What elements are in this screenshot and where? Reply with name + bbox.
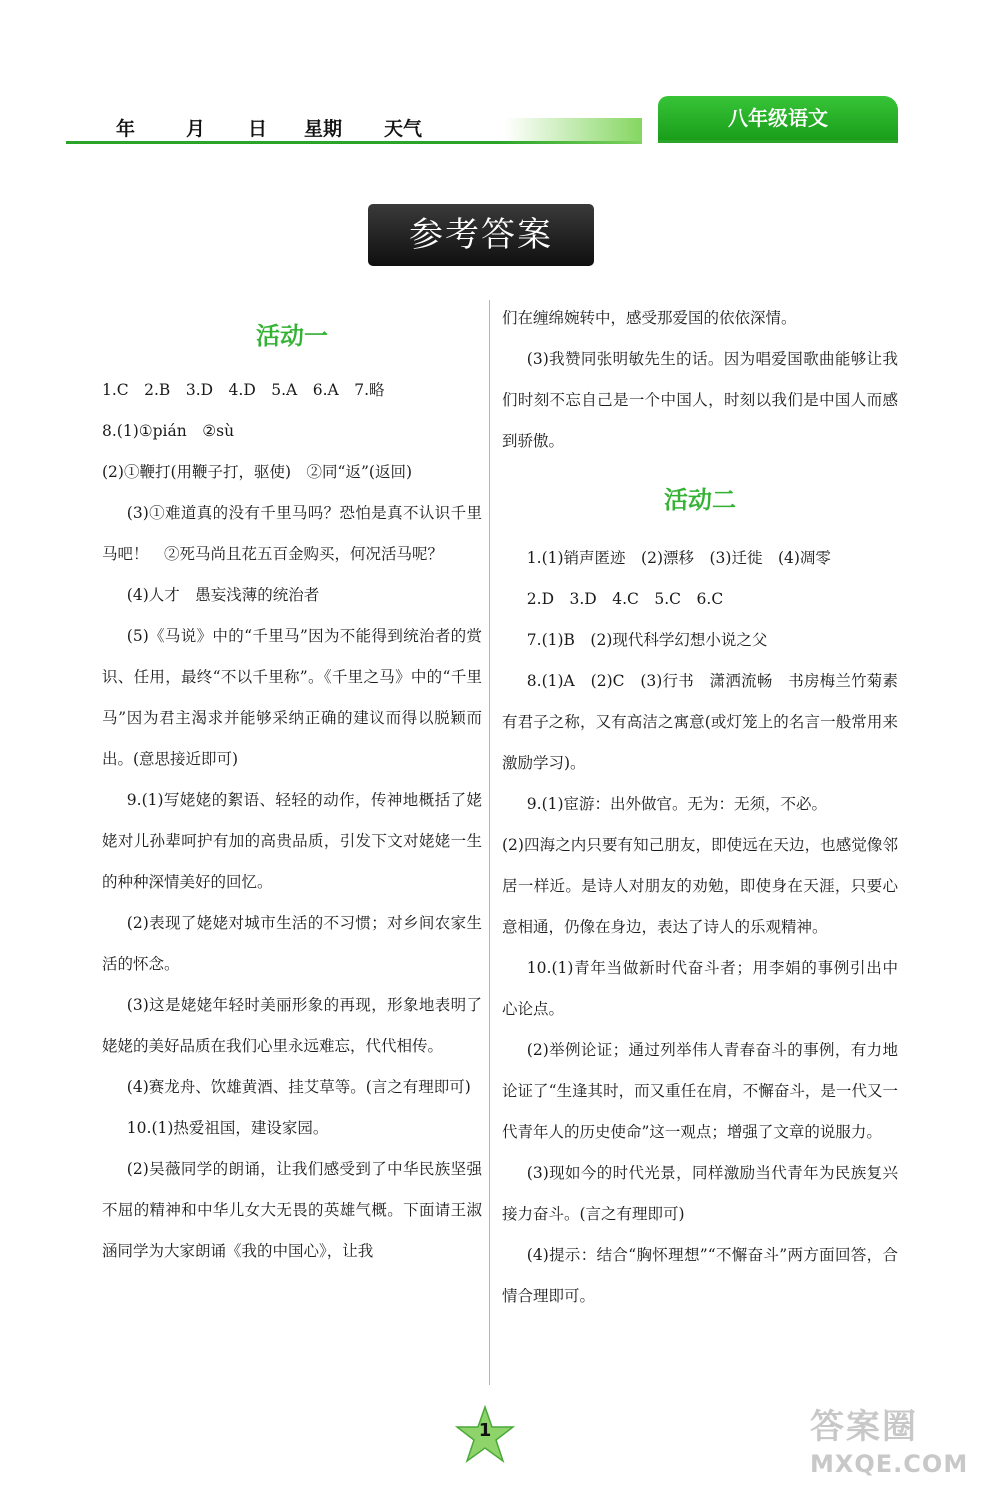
watermark (810, 1405, 995, 1485)
answer-paragraph: (4)赛龙舟、饮雄黄酒、挂艾草等。(言之有理即可) (126, 1078, 471, 1096)
answer-paragraph: (3)现如今的时代光景，同样激励当代青年为民族复兴接力奋斗。(言之有理即可) (502, 1164, 898, 1223)
subject-tab: 八年级语文 (658, 96, 898, 140)
answer-paragraph: 1.(1)销声匿迹 (2)漂移 (3)迁徙 (4)凋零 (526, 549, 831, 567)
answer-paragraph: (4)提示：结合“胸怀理想”“不懈奋斗”两方面回答，合情合理即可。 (502, 1246, 898, 1305)
answer-paragraph: 7.(1)B (2)现代科学幻想小说之父 (526, 631, 768, 649)
answer-paragraph: 9.(1)写姥姥的絮语、轻轻的动作，传神地概括了姥姥对儿孙辈呵护有加的高贵品质，引发下文对姥姥一生的种种深情美好的回忆。 (102, 791, 482, 891)
answer-paragraph: (2)举例论证；通过列举伟人青春奋斗的事例，有力地论证了“生逢其时，而又重任在肩，不懈奋斗，是一代又一代青年人的历史使命”这一观点；增强了文章的说服力。 (502, 1041, 898, 1141)
answer-paragraph: (2)四海之内只要有知己朋友，即使远在天边，也感觉像邻居一样近。是诗人对朋友的劝勉，即使身在天涯，只要心意相通，仍像在身边，表达了诗人的乐观精神。 (502, 836, 898, 936)
answer-paragraph: 1.C 2.B 3.D 4.D 5.A 6.A 7.略 (102, 381, 385, 399)
answer-paragraph: 10.(1)热爱祖国，建设家园。 (126, 1119, 329, 1137)
date-weekday: 星期 (304, 118, 343, 140)
date-month: 月 (186, 118, 206, 140)
answer-paragraph: (2)吴薇同学的朗诵，让我们感受到了中华民族坚强不屈的精神和中华儿女大无畏的英雄气概。下面请王淑涵同学为大家朗诵《我的中国心》，让我 (102, 1160, 482, 1260)
left-column (102, 300, 482, 1272)
answer-paragraph: (3)这是姥姥年轻时美丽形象的再现，形象地表明了姥姥的美好品质在我们心里永远难忘，代代相传。 (102, 996, 482, 1055)
answer-paragraph: (3)①难道真的没有千里马吗？恐怕是真不认识千里马吧！ ②死马尚且花五百金购买，何况活马呢？ (102, 504, 482, 563)
page-number: 1 (478, 1420, 492, 1441)
date-fields (116, 114, 444, 144)
answer-paragraph: (2)表现了姥姥对城市生活的不习惯；对乡间农家生活的怀念。 (102, 914, 482, 973)
answer-paragraph: (5)《马说》中的“千里马”因为不能得到统治者的赏识、任用，最终“不以千里称”。《千里之马》中的“千里马”因为君主渴求并能够采纳正确的建议而得以脱颖而出。(意思接近即可) (102, 627, 482, 768)
subject-tab-base (658, 140, 898, 143)
date-year: 年 (116, 118, 136, 140)
watermark-logo-text: 答案圈 (810, 1407, 918, 1447)
answer-paragraph: 们在缠绵婉转中，感受那爱国的依依深情。 (502, 309, 797, 327)
section-title-activity-2: 活动二 (664, 486, 736, 514)
answer-paragraph: 8.(1)①pián ②sù (102, 422, 235, 440)
header-gradient (505, 118, 642, 141)
answer-paragraph: (3)我赞同张明敏先生的话。因为唱爱国歌曲能够让我们时刻不忘自己是一个中国人，时刻以我们是中国人而感到骄傲。 (502, 350, 898, 450)
page-title: 参考答案 (368, 204, 594, 266)
right-top-paragraphs (502, 298, 898, 462)
right-paragraphs (502, 538, 898, 1317)
right-column (502, 298, 898, 1317)
date-weather: 天气 (384, 118, 423, 140)
header-underline (66, 141, 642, 144)
answer-paragraph: (2)①鞭打(用鞭子打，驱使) ②同“返”(返回) (102, 463, 412, 481)
answer-paragraph: 8.(1)A (2)C (3)行书 潇洒流畅 书房梅兰竹菊素有君子之称，又有高洁之寓意(或灯笼上的名言一般常用来激励学习)。 (502, 672, 898, 772)
answer-paragraph: 2.D 3.D 4.C 5.C 6.C (526, 590, 724, 608)
left-paragraphs (102, 370, 482, 1272)
date-day: 日 (248, 118, 268, 140)
answer-paragraph: (4)人才 愚妄浅薄的统治者 (126, 586, 320, 604)
watermark-url: MXQE.COM (810, 1450, 969, 1478)
column-divider (489, 300, 490, 1385)
answer-paragraph: 9.(1)宦游：出外做官。无为：无须，不必。 (526, 795, 828, 813)
answer-paragraph: 10.(1)青年当做新时代奋斗者；用李娟的事例引出中心论点。 (502, 959, 898, 1018)
section-title-activity-1: 活动一 (256, 322, 328, 350)
